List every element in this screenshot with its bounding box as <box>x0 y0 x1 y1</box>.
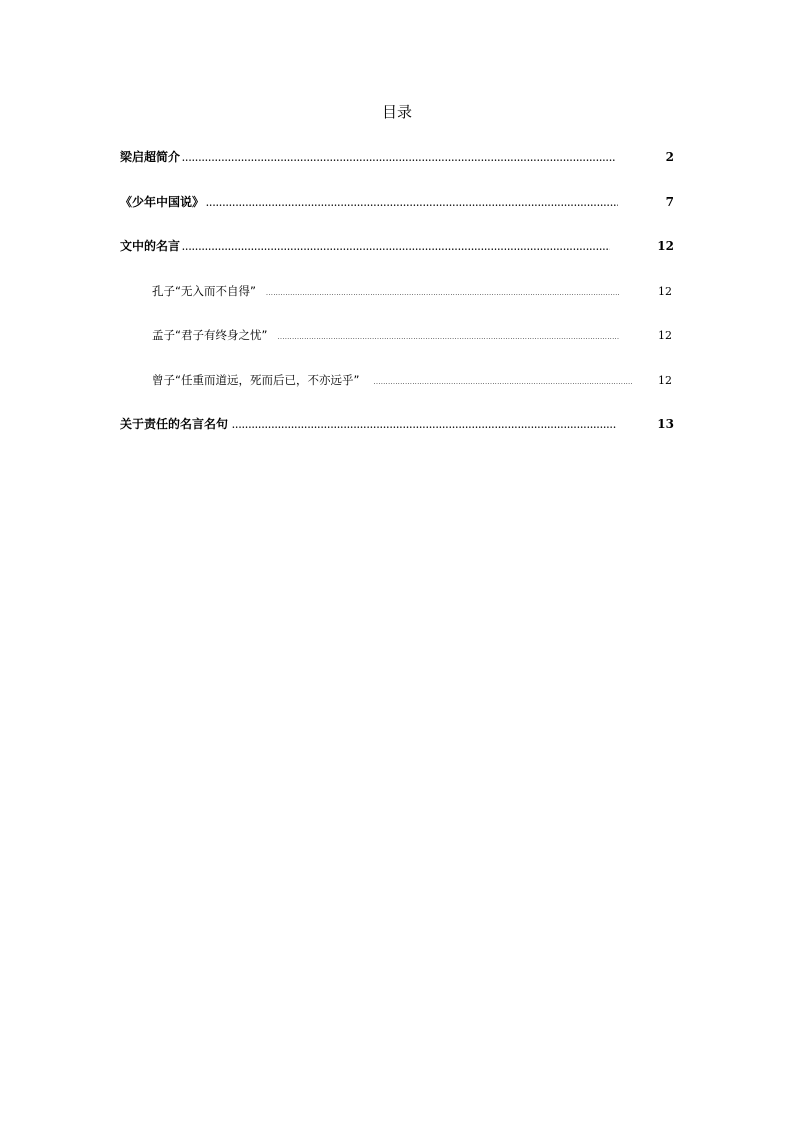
toc-entry[interactable] <box>152 327 624 343</box>
dot-leader <box>182 239 610 255</box>
toc-entry-page: 12 <box>658 285 672 298</box>
toc-entry[interactable] <box>152 283 624 299</box>
dot-leader <box>182 150 616 166</box>
toc-entry-page: 12 <box>657 239 674 253</box>
toc-entry-label: 文中的名言 <box>120 239 181 253</box>
dot-leader <box>373 374 632 390</box>
toc-entry-page: 2 <box>665 150 674 164</box>
toc-entry-label: 孔子“无入而不自得” <box>152 284 256 298</box>
toc-entry[interactable] <box>120 416 620 432</box>
dot-leader <box>206 195 618 211</box>
toc-entry-page: 13 <box>657 417 674 431</box>
toc-entry[interactable] <box>120 194 622 210</box>
toc-title: 目录 <box>381 103 412 121</box>
toc-entry-page: 7 <box>665 195 674 209</box>
dot-leader <box>232 417 616 433</box>
toc-entry-label: 梁启超简介 <box>120 150 181 164</box>
toc-entry[interactable] <box>120 238 614 254</box>
toc-entry-label: 关于责任的名言名句 <box>120 417 229 431</box>
dot-leader <box>266 285 620 301</box>
toc-entry[interactable] <box>152 372 636 388</box>
toc-entry[interactable] <box>120 149 620 165</box>
toc-entry-label: 孟子“君子有终身之忧” <box>152 328 268 342</box>
toc-entry-label: 曾子“任重而道远，死而后已，不亦远乎” <box>152 373 360 387</box>
toc-entry-page: 12 <box>658 329 672 342</box>
toc-entry-page: 12 <box>658 374 672 387</box>
dot-leader <box>277 329 620 345</box>
toc-entry-label: 《少年中国说》 <box>120 195 205 209</box>
